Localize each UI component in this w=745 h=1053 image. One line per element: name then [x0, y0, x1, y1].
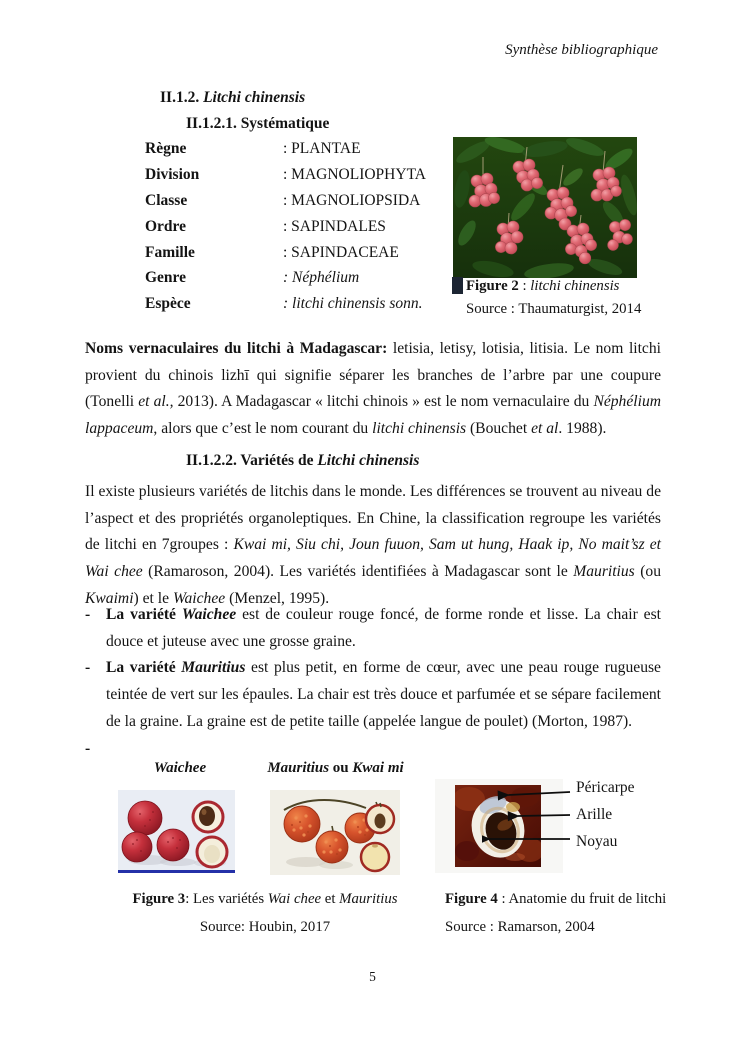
dash-bullet: - — [85, 659, 91, 677]
mauritius-fruits-photo — [270, 790, 400, 875]
heading-species-italic: Litchi chinensis — [317, 452, 420, 469]
text-segment: Noms vernaculaires du litchi à Madagascar: — [85, 340, 388, 357]
taxonomy-value: : Néphélium — [283, 269, 360, 287]
figure3-source: Source: Houbin, 2017 — [199, 918, 331, 935]
figure4-caption-line — [445, 886, 685, 914]
page-number: 5 — [369, 969, 376, 984]
annotation-arrows — [482, 786, 572, 844]
table-row — [145, 188, 426, 214]
photo-corner-artifact — [452, 277, 463, 294]
figure2-caption — [466, 275, 641, 320]
table-row — [145, 240, 426, 266]
text-segment: (ou — [634, 563, 662, 581]
figure-title: litchi chinensis — [530, 278, 620, 294]
pericarpe-arrow — [508, 792, 570, 795]
running-header: Synthèse bibliographique — [505, 42, 658, 58]
list-item — [85, 655, 661, 735]
litchi-tree-photo — [453, 137, 637, 278]
figure-label: Figure 4 — [445, 891, 498, 907]
label-waichee: Waichee — [153, 760, 207, 776]
text-segment: Waichee — [181, 606, 237, 623]
figure4-caption — [445, 886, 685, 941]
table-row — [145, 214, 426, 240]
text-segment: : Anatomie du fruit de litchi — [497, 891, 667, 907]
table-row — [145, 136, 426, 162]
figure-label: Figure 3 — [132, 891, 186, 907]
taxonomy-label: Famille — [145, 243, 195, 261]
taxonomy-value: : SAPINDACEAE — [283, 243, 399, 261]
taxonomy-value: : litchi chinensis sonn. — [283, 295, 423, 313]
caption-separator: : — [518, 278, 531, 294]
text-segment: La variété — [106, 659, 182, 677]
annotation-noyau: Noyau — [576, 833, 618, 850]
empty-dash-bullet: - — [85, 739, 91, 757]
figure3-caption — [100, 886, 430, 941]
heading-II-1-2-2 — [186, 452, 419, 470]
variety-bullet-list — [85, 602, 661, 762]
annotation-pericarpe: Péricarpe — [576, 779, 635, 796]
taxonomy-table — [145, 136, 426, 317]
table-row — [145, 265, 426, 291]
text-segment: Kwaimi — [85, 589, 134, 607]
list-item — [85, 602, 661, 655]
taxonomy-label: Règne — [145, 139, 187, 157]
text-segment: Il existe plusieurs variétés de litchis dans le monde. Les différences se trouvent au niveau de l’aspect et des propriétés organoleptiques. En Chine, la classification regroupe les variétés de litchi en 7groupes : — [85, 483, 661, 554]
taxonomy-label: Classe — [145, 191, 188, 209]
dash-bullet: - — [85, 606, 91, 623]
text-segment: litchi chinensis — [372, 420, 467, 438]
taxonomy-label: Division — [145, 165, 200, 183]
text-segment: et al — [531, 420, 559, 438]
table-row — [145, 291, 426, 317]
heading-text: II.1.2.2. Variétés de — [186, 452, 318, 469]
text-segment: Wai chee — [267, 891, 322, 907]
text-segment: (Bouchet — [466, 420, 532, 438]
annotation-arille: Arille — [576, 806, 613, 823]
heading-II-1-2-1: II.1.2.1. Systématique — [186, 115, 330, 132]
text-segment: Kwai mi, Siu chi, Joun fuuon, Sam ut hung, Haak ip, No mait’sz et Wai chee — [85, 536, 661, 581]
figure-label: Figure 2 — [466, 278, 519, 294]
taxonomy-value: : MAGNOLIOPHYTA — [283, 165, 426, 183]
text-segment: , alors que c’est le nom courant du — [153, 420, 373, 438]
table-row — [145, 162, 426, 188]
text-segment: : Les variétés — [185, 891, 268, 907]
heading-species-italic: Litchi chinensis — [203, 89, 306, 106]
text-segment: Waichee — [172, 589, 226, 607]
figure3-caption-line — [100, 886, 430, 914]
arille-arrow — [518, 815, 570, 816]
heading-II-1-2 — [160, 89, 305, 107]
taxonomy-value: : PLANTAE — [283, 139, 361, 157]
waichee-fruits-photo — [118, 790, 235, 873]
text-segment: Néphélium lappaceum — [85, 393, 661, 438]
figure2-caption-line — [466, 275, 641, 298]
text-segment: La variété — [106, 606, 182, 623]
text-segment: (Ramaroson, 2004). Les variétés identifiées à Madagascar sont le — [142, 563, 574, 581]
figure2-source: Source : Thaumaturgist, 2014 — [466, 300, 642, 317]
text-segment: (Menzel, 1995). — [225, 589, 330, 607]
text-segment: est de couleur rouge foncé, de forme ronde et lisse. La chair est douce et juteuse avec une grosse graine. — [106, 606, 661, 650]
text-segment: . 1988). — [558, 420, 607, 438]
text-segment: Mauritius — [573, 563, 635, 581]
text-segment: Mauritius — [339, 891, 398, 907]
text-segment: et — [321, 891, 340, 907]
taxonomy-value: : SAPINDALES — [283, 217, 386, 235]
heading-number: II.1.2. — [160, 89, 204, 106]
taxonomy-label: Espèce — [145, 295, 191, 313]
taxonomy-value: : MAGNOLIOPSIDA — [283, 191, 421, 209]
text-segment: Mauritius — [267, 760, 330, 776]
text-segment: letisia, letisy, lotisia, litisia. Le nom litchi provient du chinois lizhī qui signifie séparer les branches de l’arbre par une coupure (Tonelli — [85, 340, 661, 411]
text-segment: est plus petit, en forme de cœur, avec une peau rouge rugueuse teintée de vert sur les épaules. La chair est très douce et parfumée et se sépare facilement de la graine. La graine est de petite taille (appelée langue de poulet) (Morton, 1987). — [106, 659, 661, 730]
taxonomy-label: Genre — [145, 269, 187, 287]
text-segment: Kwai mi — [352, 760, 404, 776]
taxonomy-label: Ordre — [145, 217, 187, 235]
text-segment: et al., — [138, 393, 174, 411]
figure4-source: Source : Ramarson, 2004 — [445, 918, 595, 935]
label-mauritius — [263, 760, 408, 777]
text-segment: ) et le — [133, 589, 173, 607]
text-segment: Mauritius — [181, 659, 246, 677]
text-segment: ou — [329, 760, 353, 776]
paragraph-varieties — [85, 479, 661, 613]
paragraph-vernacular-names — [85, 336, 661, 443]
text-segment: 2013). A Madagascar « litchi chinois » est le nom vernaculaire du — [173, 393, 594, 411]
